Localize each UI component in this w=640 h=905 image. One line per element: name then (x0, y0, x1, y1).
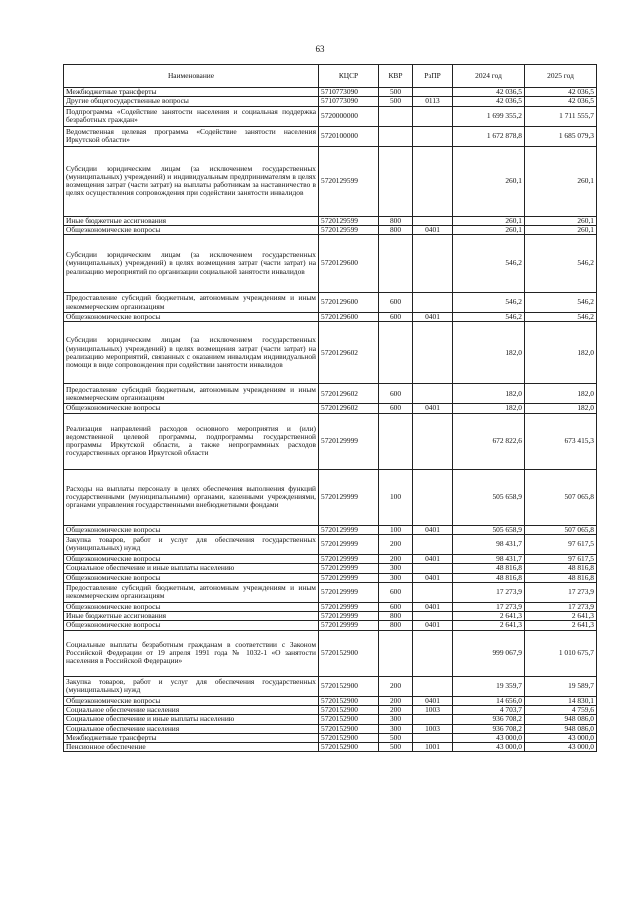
row-name: Социальное обеспечение населения (64, 705, 319, 714)
row-name: Межбюджетные трансферты (64, 733, 319, 742)
row-kvr: 200 (379, 554, 413, 563)
table-row (64, 126, 597, 146)
row-kcsr: 5720152900 (319, 630, 379, 676)
header-kvr: КВР (379, 65, 413, 88)
row-2024: 14 656,0 (453, 696, 525, 705)
row-2025: 507 065,8 (525, 469, 597, 525)
row-2024: 182,0 (453, 404, 525, 413)
row-kvr: 500 (379, 733, 413, 742)
row-name: Субсидии юридическим лицам (за исключением государственных (муниципальных) учреждений) в целях возмещения затрат (части затрат) на реализацию мероприятий, связанных с оказанием инвалидам индивидуальной помощи в виде сопровождения при содействии занятости инвалидов (64, 322, 319, 384)
row-rzpr (413, 582, 453, 602)
row-2024: 4 703,7 (453, 705, 525, 714)
row-2025: 19 589,7 (525, 676, 597, 696)
row-name: Социальное обеспечение населения (64, 724, 319, 733)
row-2025: 97 617,5 (525, 534, 597, 554)
header-kcsr: КЦСР (319, 65, 379, 88)
row-2024: 17 273,9 (453, 602, 525, 611)
row-2025: 42 036,5 (525, 88, 597, 97)
row-2024: 48 816,8 (453, 573, 525, 582)
table-row (64, 582, 597, 602)
row-2025: 260,1 (525, 146, 597, 216)
row-kcsr: 5720129600 (319, 313, 379, 322)
row-kvr: 300 (379, 564, 413, 573)
row-kcsr: 5710773090 (319, 97, 379, 106)
row-name: Общеэкономические вопросы (64, 225, 319, 234)
row-2024: 42 036,5 (453, 97, 525, 106)
row-2025: 1 685 079,3 (525, 126, 597, 146)
row-rzpr (413, 715, 453, 724)
row-kvr (379, 413, 413, 469)
table-row (64, 696, 597, 705)
row-2024: 17 273,9 (453, 582, 525, 602)
row-kcsr: 5720152900 (319, 733, 379, 742)
table-row (64, 404, 597, 413)
row-kcsr: 5720129602 (319, 322, 379, 384)
row-kcsr: 5720129999 (319, 413, 379, 469)
row-name: Субсидии юридическим лицам (за исключением государственных (муниципальных) учреждений) в целях возмещения затрат (части затрат) на реализацию мероприятий по организации социальной занятости инвалидов (64, 235, 319, 293)
row-kcsr: 5720129999 (319, 525, 379, 534)
table-row (64, 612, 597, 621)
row-2024: 98 431,7 (453, 534, 525, 554)
row-2025: 43 000,0 (525, 743, 597, 752)
row-2025: 182,0 (525, 384, 597, 404)
row-kcsr: 5720129599 (319, 216, 379, 225)
row-2024: 1 672 878,8 (453, 126, 525, 146)
row-name: Субсидии юридическим лицам (за исключением государственных (муниципальных) учреждений) и индивидуальным предпринимателям в целях возмещения затрат (части затрат) на выплаты работникам за наставничество в целях осуществления сопровождения при содействии занятости инвалидов (64, 146, 319, 216)
row-rzpr: 0401 (413, 225, 453, 234)
row-2024: 546,2 (453, 313, 525, 322)
row-rzpr (413, 126, 453, 146)
row-rzpr (413, 612, 453, 621)
table-row (64, 573, 597, 582)
row-2024: 505 658,9 (453, 525, 525, 534)
row-name: Ведомственная целевая программа «Содействие занятости населения Иркутской области» (64, 126, 319, 146)
table-row (64, 469, 597, 525)
row-kvr (379, 322, 413, 384)
row-2025: 1 010 675,7 (525, 630, 597, 676)
row-kvr: 200 (379, 705, 413, 714)
row-rzpr (413, 534, 453, 554)
row-rzpr: 0401 (413, 554, 453, 563)
row-kvr: 600 (379, 602, 413, 611)
table-row (64, 602, 597, 611)
row-rzpr (413, 293, 453, 313)
table-row (64, 106, 597, 126)
row-2025: 48 816,8 (525, 573, 597, 582)
row-kcsr: 5720152900 (319, 715, 379, 724)
row-2025: 948 086,0 (525, 715, 597, 724)
row-kvr: 200 (379, 696, 413, 705)
table-row (64, 293, 597, 313)
row-kcsr: 5720129999 (319, 602, 379, 611)
row-kvr: 300 (379, 715, 413, 724)
row-kvr: 800 (379, 225, 413, 234)
row-name: Общеэкономические вопросы (64, 621, 319, 630)
row-name: Реализация направлений расходов основного мероприятия и (или) ведомственной целевой программы, подпрограммы государственной программы Иркутской области, а также непрограммных расходов государственных органов Иркутской области (64, 413, 319, 469)
table-row (64, 676, 597, 696)
row-kcsr: 5710773090 (319, 88, 379, 97)
row-name: Закупка товаров, работ и услуг для обеспечения государственных (муниципальных) нужд (64, 676, 319, 696)
row-2025: 182,0 (525, 404, 597, 413)
row-kvr: 800 (379, 621, 413, 630)
row-kcsr: 5720129999 (319, 612, 379, 621)
row-kvr: 500 (379, 743, 413, 752)
row-name: Общеэкономические вопросы (64, 404, 319, 413)
row-2025: 507 065,8 (525, 525, 597, 534)
row-name: Общеэкономические вопросы (64, 602, 319, 611)
row-kcsr: 5720129999 (319, 534, 379, 554)
row-kvr: 800 (379, 612, 413, 621)
row-kcsr: 5720129999 (319, 582, 379, 602)
row-2024: 936 708,2 (453, 724, 525, 733)
row-2025: 17 273,9 (525, 582, 597, 602)
row-kcsr: 5720129999 (319, 469, 379, 525)
row-2025: 260,1 (525, 216, 597, 225)
row-rzpr (413, 630, 453, 676)
row-name: Предоставление субсидий бюджетным, автономным учреждениям и иным некоммерческим организациям (64, 384, 319, 404)
row-2025: 948 086,0 (525, 724, 597, 733)
row-name: Предоставление субсидий бюджетным, автономным учреждениям и иным некоммерческим организациям (64, 582, 319, 602)
row-rzpr (413, 469, 453, 525)
row-kcsr: 5720129999 (319, 621, 379, 630)
row-rzpr: 0401 (413, 525, 453, 534)
row-rzpr (413, 322, 453, 384)
row-kvr: 100 (379, 469, 413, 525)
row-2025: 546,2 (525, 235, 597, 293)
row-2024: 48 816,8 (453, 564, 525, 573)
row-rzpr (413, 235, 453, 293)
table-header-row (64, 65, 597, 88)
row-2025: 14 830,1 (525, 696, 597, 705)
row-kcsr: 5720129602 (319, 404, 379, 413)
table-row (64, 743, 597, 752)
row-name: Общеэкономические вопросы (64, 573, 319, 582)
row-rzpr (413, 733, 453, 742)
row-kcsr: 5720129999 (319, 554, 379, 563)
row-name: Закупка товаров, работ и услуг для обеспечения государственных (муниципальных) нужд (64, 534, 319, 554)
row-name: Другие общегосударственные вопросы (64, 97, 319, 106)
row-kcsr: 5720129600 (319, 293, 379, 313)
row-name: Иные бюджетные ассигнования (64, 612, 319, 621)
row-name: Общеэкономические вопросы (64, 554, 319, 563)
row-rzpr: 0401 (413, 313, 453, 322)
row-2024: 546,2 (453, 293, 525, 313)
row-kvr: 600 (379, 313, 413, 322)
table-row (64, 97, 597, 106)
table-row (64, 564, 597, 573)
row-name: Предоставление субсидий бюджетным, автономным учреждениям и иным некоммерческим организациям (64, 293, 319, 313)
row-name: Пенсионное обеспечение (64, 743, 319, 752)
row-2024: 260,1 (453, 146, 525, 216)
table-row (64, 534, 597, 554)
row-2024: 260,1 (453, 216, 525, 225)
row-2024: 43 000,0 (453, 733, 525, 742)
row-rzpr (413, 384, 453, 404)
row-rzpr (413, 146, 453, 216)
header-rzpr: РзПР (413, 65, 453, 88)
row-2025: 673 415,3 (525, 413, 597, 469)
row-name: Иные бюджетные ассигнования (64, 216, 319, 225)
row-2024: 98 431,7 (453, 554, 525, 563)
row-kvr: 200 (379, 676, 413, 696)
row-name: Общеэкономические вопросы (64, 696, 319, 705)
row-kvr: 600 (379, 384, 413, 404)
row-kcsr: 5720000000 (319, 106, 379, 126)
row-kvr: 800 (379, 216, 413, 225)
row-kvr (379, 106, 413, 126)
row-kcsr: 5720129602 (319, 384, 379, 404)
row-rzpr (413, 564, 453, 573)
row-2025: 42 036,5 (525, 97, 597, 106)
row-kcsr: 5720129600 (319, 235, 379, 293)
row-kcsr: 5720152900 (319, 705, 379, 714)
row-kcsr: 5720152900 (319, 696, 379, 705)
page-number: 63 (315, 44, 325, 54)
row-2025: 2 641,3 (525, 621, 597, 630)
row-name: Межбюджетные трансферты (64, 88, 319, 97)
row-kcsr: 5720152900 (319, 743, 379, 752)
row-2024: 999 067,9 (453, 630, 525, 676)
table-row (64, 733, 597, 742)
row-2024: 672 822,6 (453, 413, 525, 469)
row-name: Общеэкономические вопросы (64, 525, 319, 534)
table-row (64, 413, 597, 469)
row-2024: 43 000,0 (453, 743, 525, 752)
row-rzpr: 0401 (413, 696, 453, 705)
row-2025: 43 000,0 (525, 733, 597, 742)
row-kvr (379, 146, 413, 216)
header-name: Наименование (64, 65, 319, 88)
row-2024: 936 708,2 (453, 715, 525, 724)
row-2025: 4 759,6 (525, 705, 597, 714)
table-row (64, 525, 597, 534)
row-2025: 48 816,8 (525, 564, 597, 573)
table-row (64, 235, 597, 293)
row-name: Социальное обеспечение и иные выплаты населению (64, 715, 319, 724)
row-name: Подпрограмма «Содействие занятости населения и социальная поддержка безработных граждан» (64, 106, 319, 126)
table-row (64, 322, 597, 384)
row-rzpr: 1001 (413, 743, 453, 752)
table-row (64, 313, 597, 322)
row-kcsr: 5720129999 (319, 573, 379, 582)
row-kcsr: 5720152900 (319, 676, 379, 696)
row-2025: 97 617,5 (525, 554, 597, 563)
table-row (64, 621, 597, 630)
row-kvr: 200 (379, 534, 413, 554)
row-2024: 546,2 (453, 235, 525, 293)
row-2025: 260,1 (525, 225, 597, 234)
row-rzpr: 1003 (413, 705, 453, 714)
row-kvr (379, 126, 413, 146)
row-kvr: 600 (379, 582, 413, 602)
row-2025: 546,2 (525, 293, 597, 313)
row-kvr: 100 (379, 525, 413, 534)
row-2025: 17 273,9 (525, 602, 597, 611)
budget-table (63, 64, 597, 752)
row-rzpr: 0113 (413, 97, 453, 106)
row-rzpr (413, 88, 453, 97)
row-2025: 1 711 555,7 (525, 106, 597, 126)
row-kvr: 300 (379, 573, 413, 582)
row-2024: 182,0 (453, 384, 525, 404)
row-kvr: 600 (379, 293, 413, 313)
row-kcsr: 5720152900 (319, 724, 379, 733)
row-kcsr: 5720129599 (319, 146, 379, 216)
row-rzpr (413, 676, 453, 696)
header-2024: 2024 год (453, 65, 525, 88)
row-rzpr (413, 216, 453, 225)
table-row (64, 705, 597, 714)
row-kvr: 600 (379, 404, 413, 413)
row-kvr (379, 630, 413, 676)
row-rzpr: 0401 (413, 404, 453, 413)
row-2025: 546,2 (525, 313, 597, 322)
table-row (64, 724, 597, 733)
table-row (64, 216, 597, 225)
header-2025: 2025 год (525, 65, 597, 88)
table-row (64, 554, 597, 563)
table-row (64, 146, 597, 216)
row-2024: 19 359,7 (453, 676, 525, 696)
row-rzpr: 0401 (413, 621, 453, 630)
row-kvr: 500 (379, 97, 413, 106)
row-kvr (379, 235, 413, 293)
table-row (64, 88, 597, 97)
row-2024: 2 641,3 (453, 621, 525, 630)
row-kcsr: 5720100000 (319, 126, 379, 146)
table-row (64, 715, 597, 724)
table-row (64, 630, 597, 676)
row-rzpr (413, 413, 453, 469)
row-2024: 42 036,5 (453, 88, 525, 97)
table-row (64, 225, 597, 234)
row-kcsr: 5720129599 (319, 225, 379, 234)
row-rzpr (413, 106, 453, 126)
row-2024: 260,1 (453, 225, 525, 234)
row-name: Общеэкономические вопросы (64, 313, 319, 322)
row-2024: 1 699 355,2 (453, 106, 525, 126)
row-2024: 505 658,9 (453, 469, 525, 525)
row-2025: 182,0 (525, 322, 597, 384)
row-name: Расходы на выплаты персоналу в целях обеспечения выполнения функций государственными (муниципальными) органами, казенными учреждениями, органами управления государственными внебюджетными фондами (64, 469, 319, 525)
row-rzpr: 0401 (413, 602, 453, 611)
row-2025: 2 641,3 (525, 612, 597, 621)
row-name: Социальное обеспечение и иные выплаты населению (64, 564, 319, 573)
row-kcsr: 5720129999 (319, 564, 379, 573)
row-kvr: 500 (379, 88, 413, 97)
row-rzpr: 0401 (413, 573, 453, 582)
row-2024: 2 641,3 (453, 612, 525, 621)
row-kvr: 300 (379, 724, 413, 733)
table-row (64, 384, 597, 404)
row-rzpr: 1003 (413, 724, 453, 733)
row-name: Социальные выплаты безработным гражданам в соответствии с Законом Российской Федерации от 19 апреля 1991 года № 1032-1 «О занятости населения в Российской Федерации» (64, 630, 319, 676)
row-2024: 182,0 (453, 322, 525, 384)
